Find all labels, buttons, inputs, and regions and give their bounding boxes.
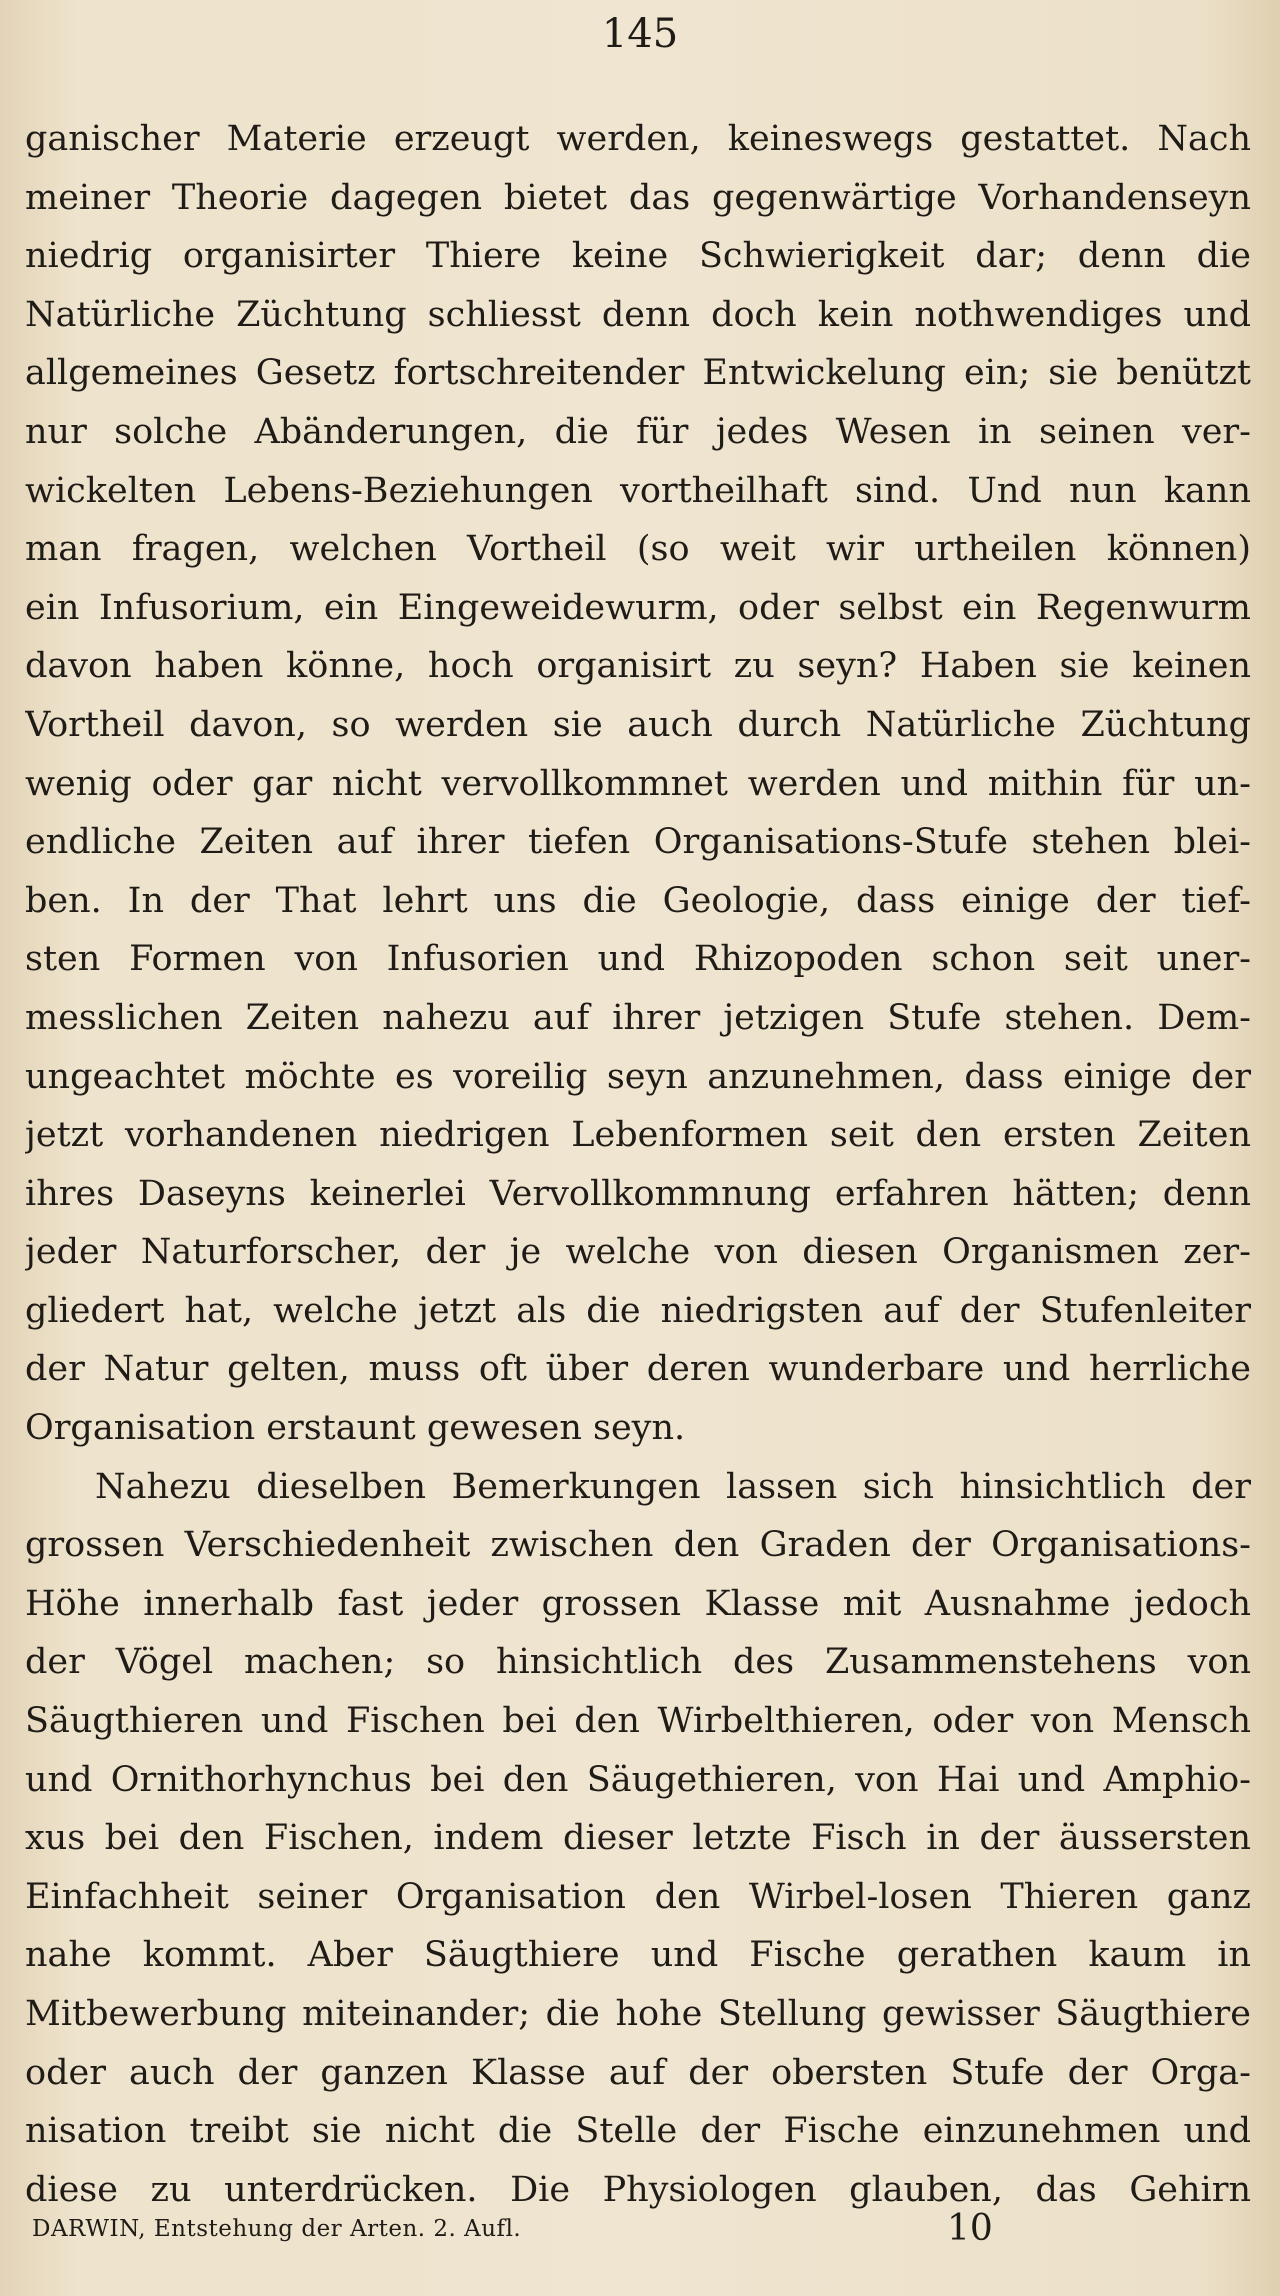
text-line: man fragen, welchen Vortheil (so weit wir urtheilen können)	[25, 529, 1251, 570]
text-line: Natürliche Züchtung schliesst denn doch kein nothwendiges und	[25, 294, 1251, 335]
paragraph-end-line: Organisation erstaunt gewesen seyn.	[25, 1408, 686, 1449]
text-line: grossen Verschiedenheit zwischen den Graden der Organisations-	[25, 1525, 1251, 1566]
text-line: ein Infusorium, ein Eingeweidewurm, oder selbst ein Regenwurm	[25, 587, 1251, 628]
text-line: allgemeines Gesetz fortschreitender Entwickelung ein; sie benützt	[25, 353, 1251, 394]
text-line: meiner Theorie dagegen bietet das gegenwärtige Vorhandenseyn	[25, 177, 1251, 218]
text-line: endliche Zeiten auf ihrer tiefen Organisations-Stufe stehen blei-	[25, 822, 1251, 863]
text-line: nahe kommt. Aber Säugthiere und Fische gerathen kaum in	[25, 1935, 1251, 1976]
text-line: jetzt vorhandenen niedrigen Lebenformen seit den ersten Zeiten	[25, 1115, 1251, 1156]
text-line: Einfachheit seiner Organisation den Wirbel-losen Thieren ganz	[25, 1876, 1251, 1917]
text-line: Säugthieren und Fischen bei den Wirbelthieren, oder von Mensch	[25, 1701, 1251, 1742]
body-text	[25, 110, 1251, 2219]
text-line: ihres Daseyns keinerlei Vervollkommnung erfahren hätten; denn	[25, 1173, 1251, 1214]
text-line: sten Formen von Infusorien und Rhizopoden schon seit uner-	[25, 939, 1251, 980]
text-line: gliedert hat, welche jetzt als die niedrigsten auf der Stufenleiter	[25, 1290, 1251, 1331]
text-line: ganischer Materie erzeugt werden, keineswegs gestattet. Nach	[25, 119, 1251, 159]
text-line: nisation treibt sie nicht die Stelle der Fische einzunehmen und	[25, 2111, 1251, 2152]
text-line: jeder Naturforscher, der je welche von diesen Organismen zer-	[25, 1232, 1251, 1273]
text-line: Höhe innerhalb fast jeder grossen Klasse mit Ausnahme jedoch	[25, 1583, 1251, 1624]
text-line: nur solche Abänderungen, die für jedes Wesen in seinen ver-	[25, 411, 1251, 452]
text-line: diese zu unterdrücken. Die Physiologen glauben, das Gehirn	[25, 2169, 1251, 2210]
page-number: 145	[601, 11, 679, 57]
text-line: ungeachtet möchte es voreilig seyn anzunehmen, dass einige der	[25, 1056, 1251, 1097]
text-line: wenig oder gar nicht vervollkommnet werden und mithin für un-	[25, 763, 1251, 804]
text-line: xus bei den Fischen, indem dieser letzte Fisch in der äussersten	[25, 1818, 1251, 1859]
sheet-number: 10	[947, 2208, 993, 2249]
paragraph-start-line: Nahezu dieselben Bemerkungen lassen sich hinsichtlich der	[95, 1466, 1251, 1507]
text-line: und Ornithorhynchus bei den Säugethieren, von Hai und Amphio-	[25, 1759, 1251, 1800]
text-line: der Vögel machen; so hinsichtlich des Zusammenstehens von	[25, 1642, 1251, 1683]
text-line: Vortheil davon, so werden sie auch durch Natürliche Züchtung	[25, 704, 1251, 745]
text-line: niedrig organisirter Thiere keine Schwierigkeit dar; denn die	[25, 236, 1251, 277]
text-line: Mitbewerbung miteinander; die hohe Stellung gewisser Säugthiere	[25, 1994, 1251, 2034]
text-line: ben. In der That lehrt uns die Geologie, dass einige der tief-	[25, 880, 1251, 921]
text-line: der Natur gelten, muss oft über deren wunderbare und herrliche	[25, 1349, 1251, 1390]
text-line: davon haben könne, hoch organisirt zu seyn? Haben sie keinen	[25, 646, 1251, 687]
text-line: messlichen Zeiten nahezu auf ihrer jetzigen Stufe stehen. Dem-	[25, 997, 1251, 1038]
text-line: oder auch der ganzen Klasse auf der obersten Stufe der Orga-	[25, 2052, 1251, 2093]
page-footer	[32, 2208, 1258, 2256]
text-line: wickelten Lebens-Beziehungen vortheilhaft sind. Und nun kann	[25, 470, 1251, 511]
printer-signature: DARWIN, Entstehung der Arten. 2. Aufl.	[32, 2216, 522, 2242]
